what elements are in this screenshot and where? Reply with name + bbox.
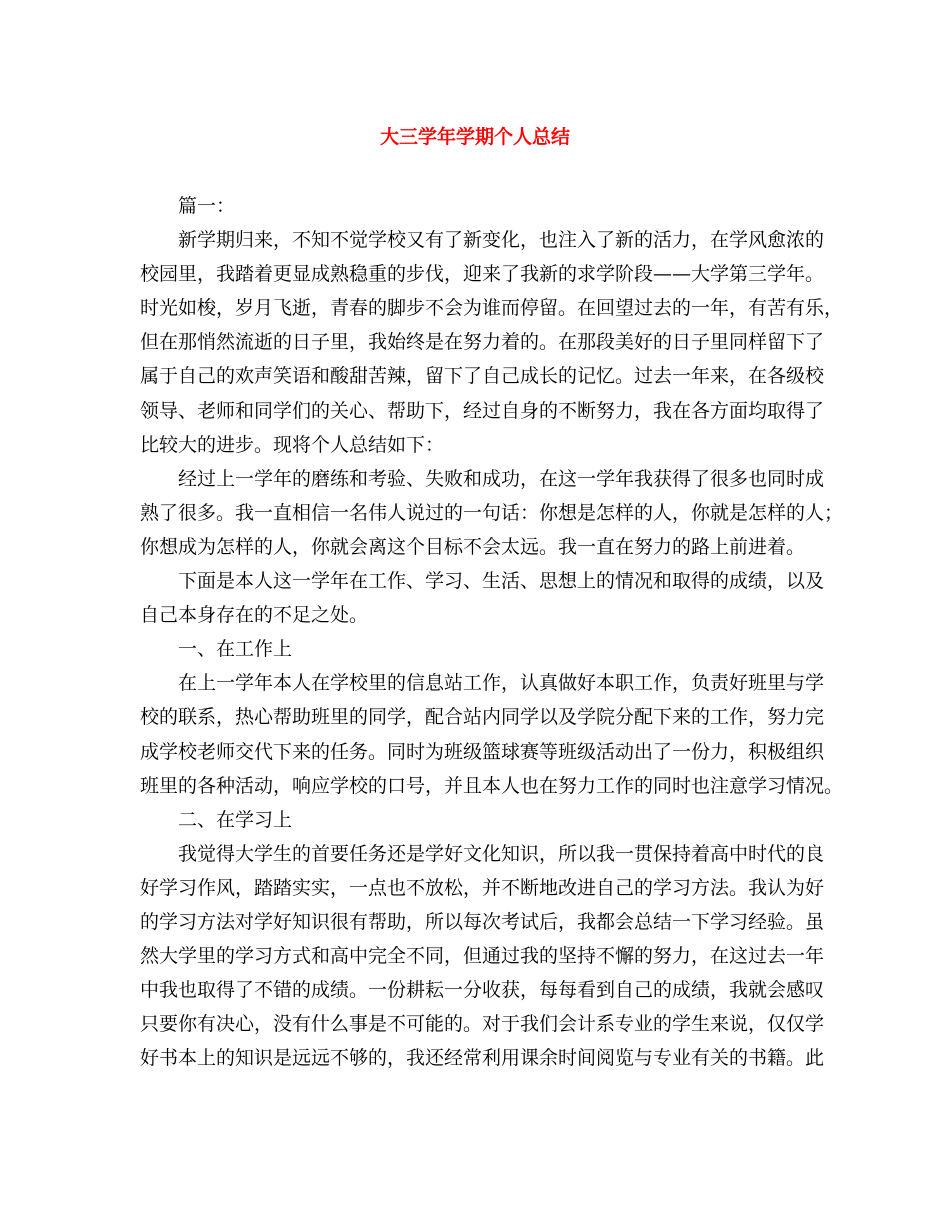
text-line: 班里的各种活动，响应学校的口号，并且本人也在努力工作的同时也注意学习情况。: [140, 774, 844, 797]
text-line: 我觉得大学生的首要任务还是学好文化知识，所以我一贯保持着高中时代的良: [178, 842, 825, 865]
text-line: 但在那悄然流逝的日子里，我始终是在努力着的。在那段美好的日子里同样留下了: [140, 331, 825, 354]
text-line: 新学期归来，不知不觉学校又有了新变化，也注入了新的活力，在学风愈浓的: [178, 229, 825, 252]
text-line: 时光如梭，岁月飞逝，青春的脚步不会为谁而停留。在回望过去的一年，有苦有乐，: [140, 297, 844, 320]
text-line: 一、在工作上: [178, 638, 293, 661]
text-line: 属于自己的欢声笑语和酸甜苦辣，留下了自己成长的记忆。过去一年来，在各级校: [140, 365, 825, 388]
text-line: 中我也取得了不错的成绩。一份耕耘一分收获，每每看到自己的成绩，我就会感叹: [140, 979, 825, 1002]
text-line: 好书本上的知识是远远不够的，我还经常利用课余时间阅览与专业有关的书籍。此: [140, 1047, 825, 1070]
text-line: 校的联系，热心帮助班里的同学，配合站内同学以及学院分配下来的工作，努力完: [140, 706, 825, 729]
text-line: 然大学里的学习方式和高中完全不同，但通过我的坚持不懈的努力，在这过去一年: [140, 945, 825, 968]
text-line: 你想成为怎样的人，你就会离这个目标不会太远。我一直在努力的路上前进着。: [140, 535, 806, 558]
text-line: 在上一学年本人在学校里的信息站工作，认真做好本职工作，负责好班里与学: [178, 672, 825, 695]
document-body: [140, 189, 844, 1075]
text-line: 自己本身存在的不足之处。: [140, 604, 369, 627]
text-line: 领导、老师和同学们的关心、帮助下，经过自身的不断努力，我在各方面均取得了: [140, 399, 825, 422]
text-line: 校园里，我踏着更显成熟稳重的步伐，迎来了我新的求学阶段——大学第三学年。: [140, 263, 825, 286]
text-line: 比较大的进步。现将个人总结如下：: [140, 433, 445, 456]
text-line: 熟了很多。我一直相信一名伟人说过的一句话：你想是怎样的人，你就是怎样的人；: [140, 501, 844, 524]
text-line: 只要你有决心，没有什么事是不可能的。对于我们会计系专业的学生来说，仅仅学: [140, 1013, 825, 1036]
text-line: 好学习作风，踏踏实实，一点也不放松，并不断地改进自己的学习方法。我认为好: [140, 876, 825, 899]
text-line: 的学习方法对学好知识很有帮助，所以每次考试后，我都会总结一下学习经验。虽: [140, 910, 825, 933]
text-line: 经过上一学年的磨练和考验、失败和成功，在这一学年我获得了很多也同时成: [178, 467, 825, 490]
text-line: 篇一：: [178, 195, 236, 217]
text-line: 下面是本人这一学年在工作、学习、生活、思想上的情况和取得的成绩，以及: [178, 570, 825, 593]
text-line: 成学校老师交代下来的任务。同时为班级篮球赛等班级活动出了一份力，积极组织: [140, 740, 825, 763]
text-line: 二、在学习上: [178, 808, 293, 831]
document-title: 大三学年学期个人总结: [379, 126, 570, 148]
